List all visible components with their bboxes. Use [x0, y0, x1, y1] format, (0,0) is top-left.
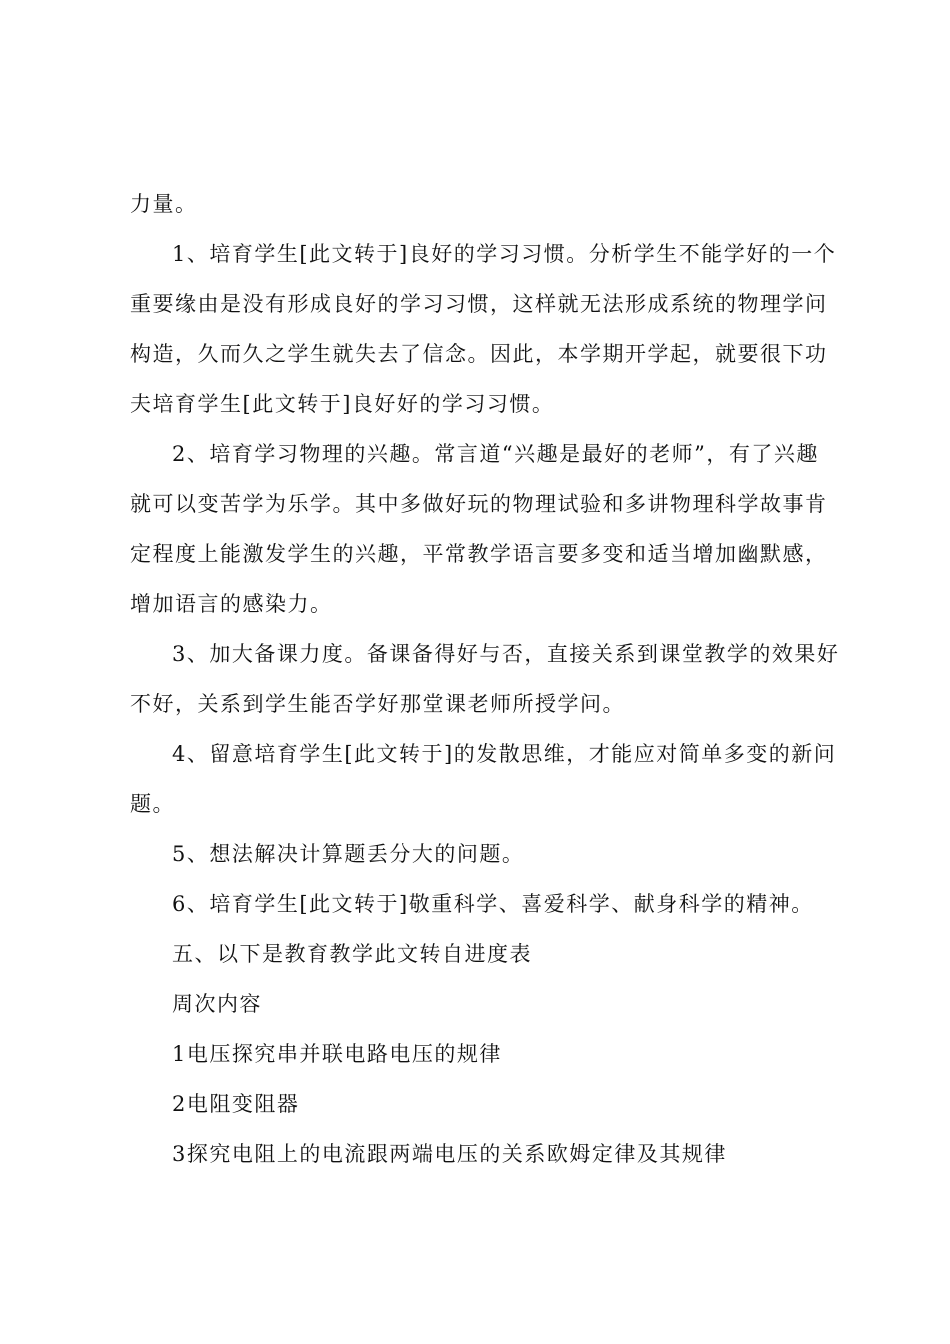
text-line: 4、留意培育学生[此文转于]的发散思维，才能应对简单多变的新问 [172, 742, 837, 766]
section-heading: 五、以下是教育教学此文转自进度表 [172, 942, 532, 966]
schedule-row: 2电阻变阻器 [172, 1092, 300, 1116]
table-header: 周次内容 [172, 992, 262, 1016]
schedule-row: 1电压探究串并联电路电压的规律 [172, 1042, 502, 1066]
text-line: 3、加大备课力度。备课备得好与否，直接关系到课堂教学的效果好 [172, 642, 840, 666]
text-line: 增加语言的感染力。 [130, 592, 333, 616]
schedule-row: 3探究电阻上的电流跟两端电压的关系欧姆定律及其规律 [172, 1142, 727, 1166]
text-line: 1、培育学生[此文转于]良好的学习习惯。分析学生不能学好的一个 [172, 242, 837, 266]
text-line: 不好，关系到学生能否学好那堂课老师所授学问。 [130, 692, 625, 716]
text-line: 力量。 [130, 192, 198, 216]
text-line: 题。 [130, 792, 175, 816]
text-line: 定程度上能激发学生的兴趣，平常教学语言要多变和适当增加幽默感， [130, 542, 828, 566]
text-line: 重要缘由是没有形成良好的学习习惯，这样就无法形成系统的物理学问 [130, 292, 828, 316]
text-line: 5、想法解决计算题丢分大的问题。 [172, 842, 525, 866]
text-line: 构造，久而久之学生就失去了信念。因此，本学期开学起，就要很下功 [130, 342, 828, 366]
text-line: 夫培育学生[此文转于]良好好的学习习惯。 [130, 392, 555, 416]
text-line: 2、培育学习物理的兴趣。常言道“兴趣是最好的老师”，有了兴趣 [172, 442, 819, 466]
text-line: 6、培育学生[此文转于]敬重科学、喜爱科学、献身科学的精神。 [172, 892, 814, 916]
text-line: 就可以变苦学为乐学。其中多做好玩的物理试验和多讲物理科学故事肯 [130, 492, 828, 516]
